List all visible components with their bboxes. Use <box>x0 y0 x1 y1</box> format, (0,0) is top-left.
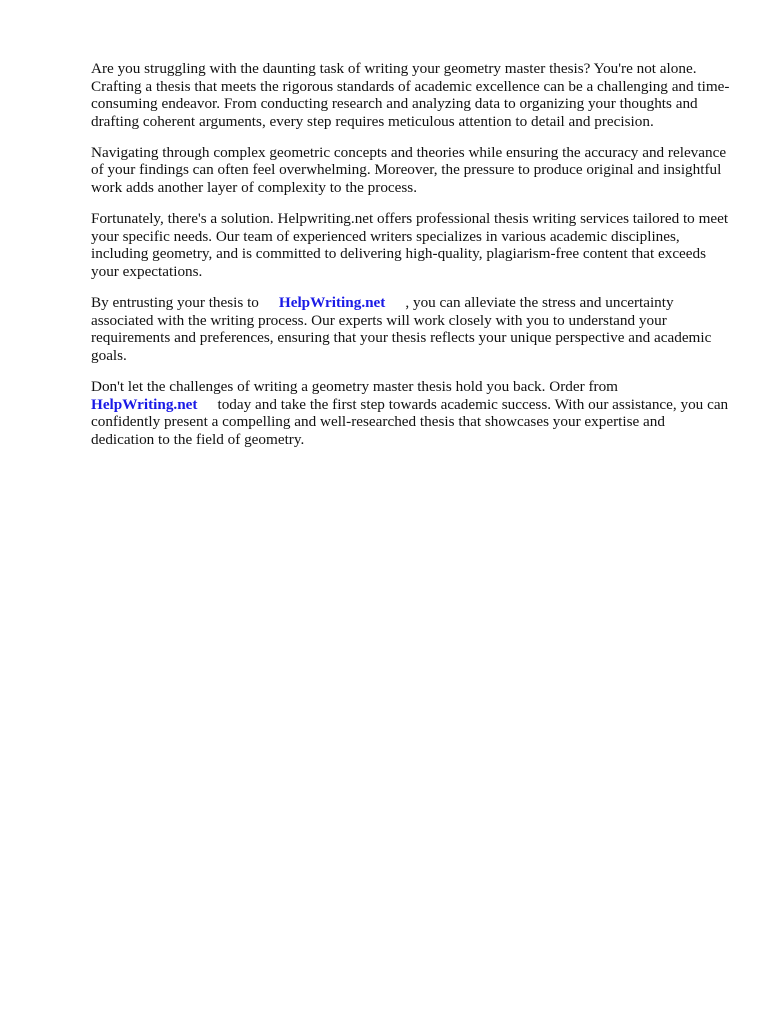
paragraph-text-after-link: today and take the first step towards academic success. With our assistance, you can confidently present a compelling and well-researched thesis that showcases your expertise and dedication to the field of geometry. <box>91 395 729 448</box>
helpwriting-link[interactable]: HelpWriting.net <box>91 395 198 413</box>
paragraph-text-before-link: Don't let the challenges of writing a geometry master thesis hold you back. Order from <box>91 377 618 395</box>
paragraph-solution: Fortunately, there's a solution. Helpwriting.net offers professional thesis writing services tailored to meet your specific needs. Our team of experienced writers specializes in various academic disciplines, including geometry, and is committed to delivering high-quality, plagiarism-free content that exceeds your expectations. <box>91 210 729 280</box>
paragraph-intro: Are you struggling with the daunting task of writing your geometry master thesis? You're not alone. Crafting a thesis that meets the rigorous standards of academic excellence can be a challenging and time-consuming endeavor. From conducting research and analyzing data to organizing your thoughts and drafting coherent arguments, every step requires meticulous attention to detail and precision. <box>91 60 730 130</box>
paragraph-call-to-action <box>91 378 731 448</box>
helpwriting-link[interactable]: HelpWriting.net <box>278 294 386 312</box>
paragraph-text-after-link: , you can alleviate the stress and uncertainty associated with the writing process. Our experts will work closely with you to understand your requirements and preferences, ensuring that your thesis reflects your unique perspective and academic goals. <box>91 294 712 364</box>
paragraph-entrusting <box>91 294 731 364</box>
paragraph-text-before-link: By entrusting your thesis to <box>91 294 259 312</box>
paragraph-challenges: Navigating through complex geometric concepts and theories while ensuring the accuracy and relevance of your findings can often feel overwhelming. Moreover, the pressure to produce original and insightful work adds another layer of complexity to the process. <box>91 143 727 197</box>
document-body <box>91 60 731 462</box>
